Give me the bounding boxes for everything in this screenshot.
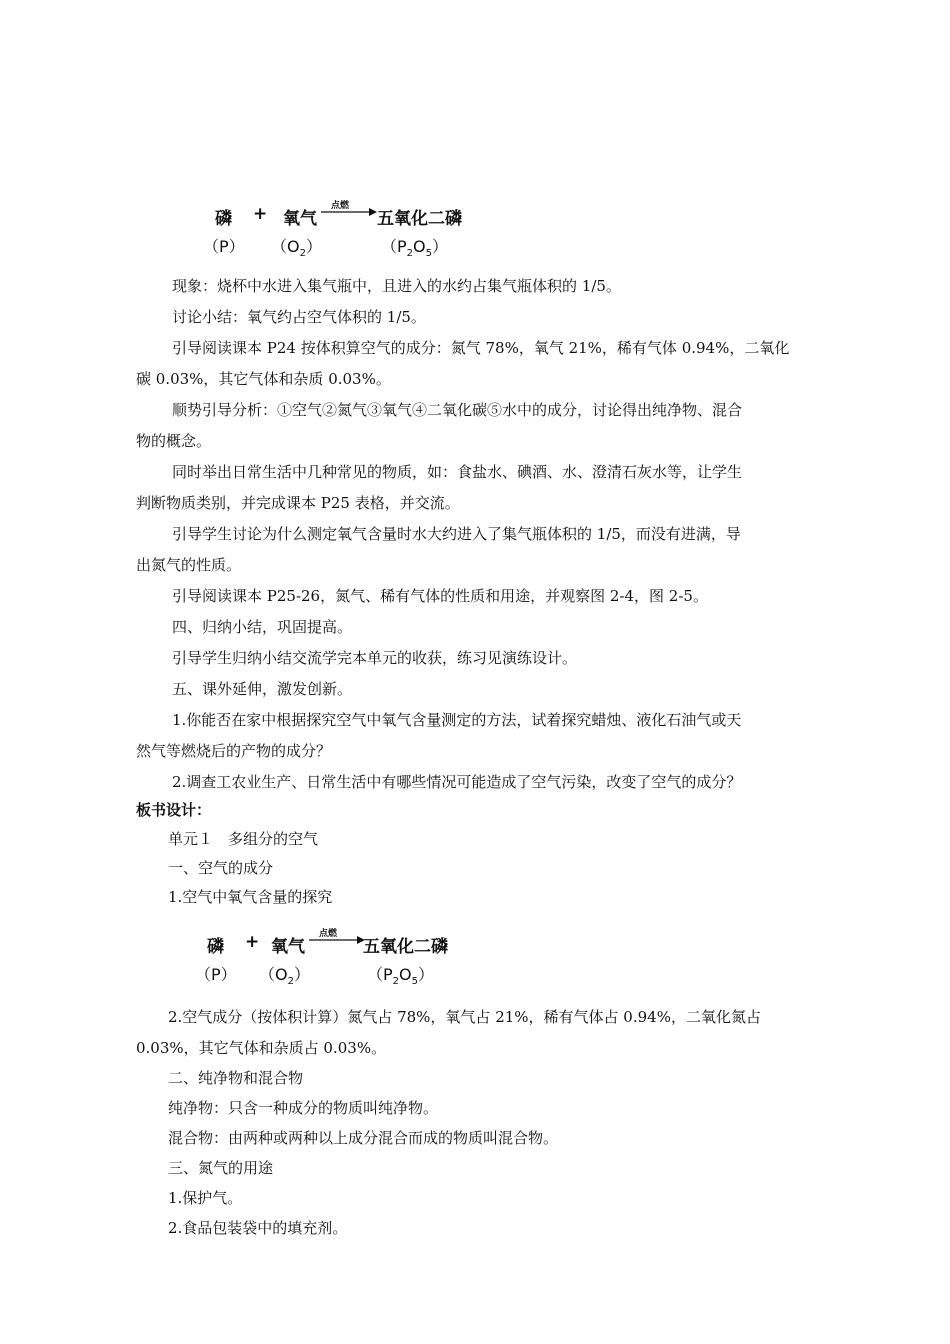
- reactant-phosphorus: 磷: [207, 937, 224, 957]
- text-line: 引导阅读课本 P24 按体积算空气的成分：氮气 78%，氧气 21%，稀有气体 0.94%，二氧化: [172, 339, 790, 357]
- arrow-icon: [307, 926, 367, 950]
- formula-p: （P）: [203, 237, 245, 256]
- formula-o2: $(O_2)$: [259, 965, 310, 988]
- board-design-heading: 板书设计：: [136, 801, 212, 819]
- text-line: 单元１ 多组分的空气: [168, 830, 319, 848]
- plus-sign: +: [245, 932, 260, 952]
- text-line: 2.调查工农业生产、日常生活中有哪些情况可能造成了空气污染，改变了空气的成分？: [172, 773, 742, 791]
- text-line: 1.你能否在家中根据探究空气中氧气含量测定的方法，试着探究蜡烛、液化石油气或天: [172, 711, 742, 729]
- text-line: 现象：烧杯中水进入集气瓶中，且进入的水约占集气瓶体积的 1/5。: [172, 277, 621, 295]
- text-line: 碳 0.03%，其它气体和杂质 0.03%。: [136, 370, 391, 388]
- reactant-oxygen: 氧气: [271, 937, 305, 957]
- product-p2o5: 五氧化二磷: [377, 209, 462, 229]
- condition-label: 点燃: [319, 929, 338, 939]
- formula-p2o5: $(P_2O_5)$: [367, 965, 435, 988]
- reaction-arrow: [319, 198, 379, 222]
- text-line: 然气等燃烧后的产物的成分？: [136, 742, 332, 760]
- section-heading: 五、课外延伸，激发创新。: [172, 680, 353, 698]
- reaction-arrow: [307, 926, 367, 950]
- text-line: 0.03%，其它气体和杂质占 0.03%。: [136, 1039, 387, 1057]
- text-line: 引导阅读课本 P25-26，氮气、稀有气体的性质和用途，并观察图 2-4，图 2-5。: [172, 587, 708, 605]
- list-item: 1.保护气。: [168, 1189, 243, 1207]
- text-line: 物的概念。: [136, 432, 212, 450]
- list-item: 2.食品包装袋中的填充剂。: [168, 1219, 348, 1237]
- text-line: 混合物：由两种或两种以上成分混合而成的物质叫混合物。: [168, 1129, 559, 1147]
- text-line: 纯净物：只含一种成分的物质叫纯净物。: [168, 1099, 439, 1117]
- text-line: 同时举出日常生活中几种常见的物质，如：食盐水、碘酒、水、澄清石灰水等，让学生: [172, 463, 743, 481]
- text-line: 讨论小结：氧气约占空气体积的 1/5。: [172, 308, 426, 326]
- reaction-equation-2: [195, 929, 507, 992]
- text-line: 一、空气的成分: [168, 859, 274, 877]
- reactant-phosphorus: 磷: [215, 209, 232, 229]
- product-p2o5: 五氧化二磷: [363, 937, 448, 957]
- section-heading: 四、归纳小结，巩固提高。: [172, 618, 353, 636]
- text-line: 1.空气中氧气含量的探究: [168, 888, 333, 906]
- text-line: 引导学生讨论为什么测定氧气含量时水大约进入了集气瓶体积的 1/5，而没有进满，导: [172, 525, 741, 543]
- reactant-oxygen: 氧气: [283, 209, 317, 229]
- section-heading: 三、氮气的用途: [168, 1159, 274, 1177]
- text-line: 顺势引导分析：①空气②氮气③氧气④二氧化碳⑤水中的成分，讨论得出纯净物、混合: [172, 401, 743, 419]
- text-line: 出氮气的性质。: [136, 556, 242, 574]
- plus-sign: +: [253, 204, 268, 224]
- reaction-equation-1: [203, 201, 515, 264]
- condition-label: 点燃: [331, 201, 350, 211]
- text-line: 判断物质类别，并完成课本 P25 表格，并交流。: [136, 494, 460, 512]
- arrow-icon: [319, 198, 379, 222]
- formula-o2: $(O_2)$: [271, 237, 322, 260]
- formula-p2o5: $(P_2O_5)$: [381, 237, 449, 260]
- text-line: 2.空气成分（按体积计算）氮气占 78%，氧气占 21%，稀有气体占 0.94%，二氧化氮占: [168, 1008, 761, 1026]
- formula-p: （P）: [195, 965, 237, 984]
- text-line: 引导学生归纳小结交流学完本单元的收获，练习见演练设计。: [172, 649, 578, 667]
- section-heading: 二、纯净物和混合物: [168, 1069, 304, 1087]
